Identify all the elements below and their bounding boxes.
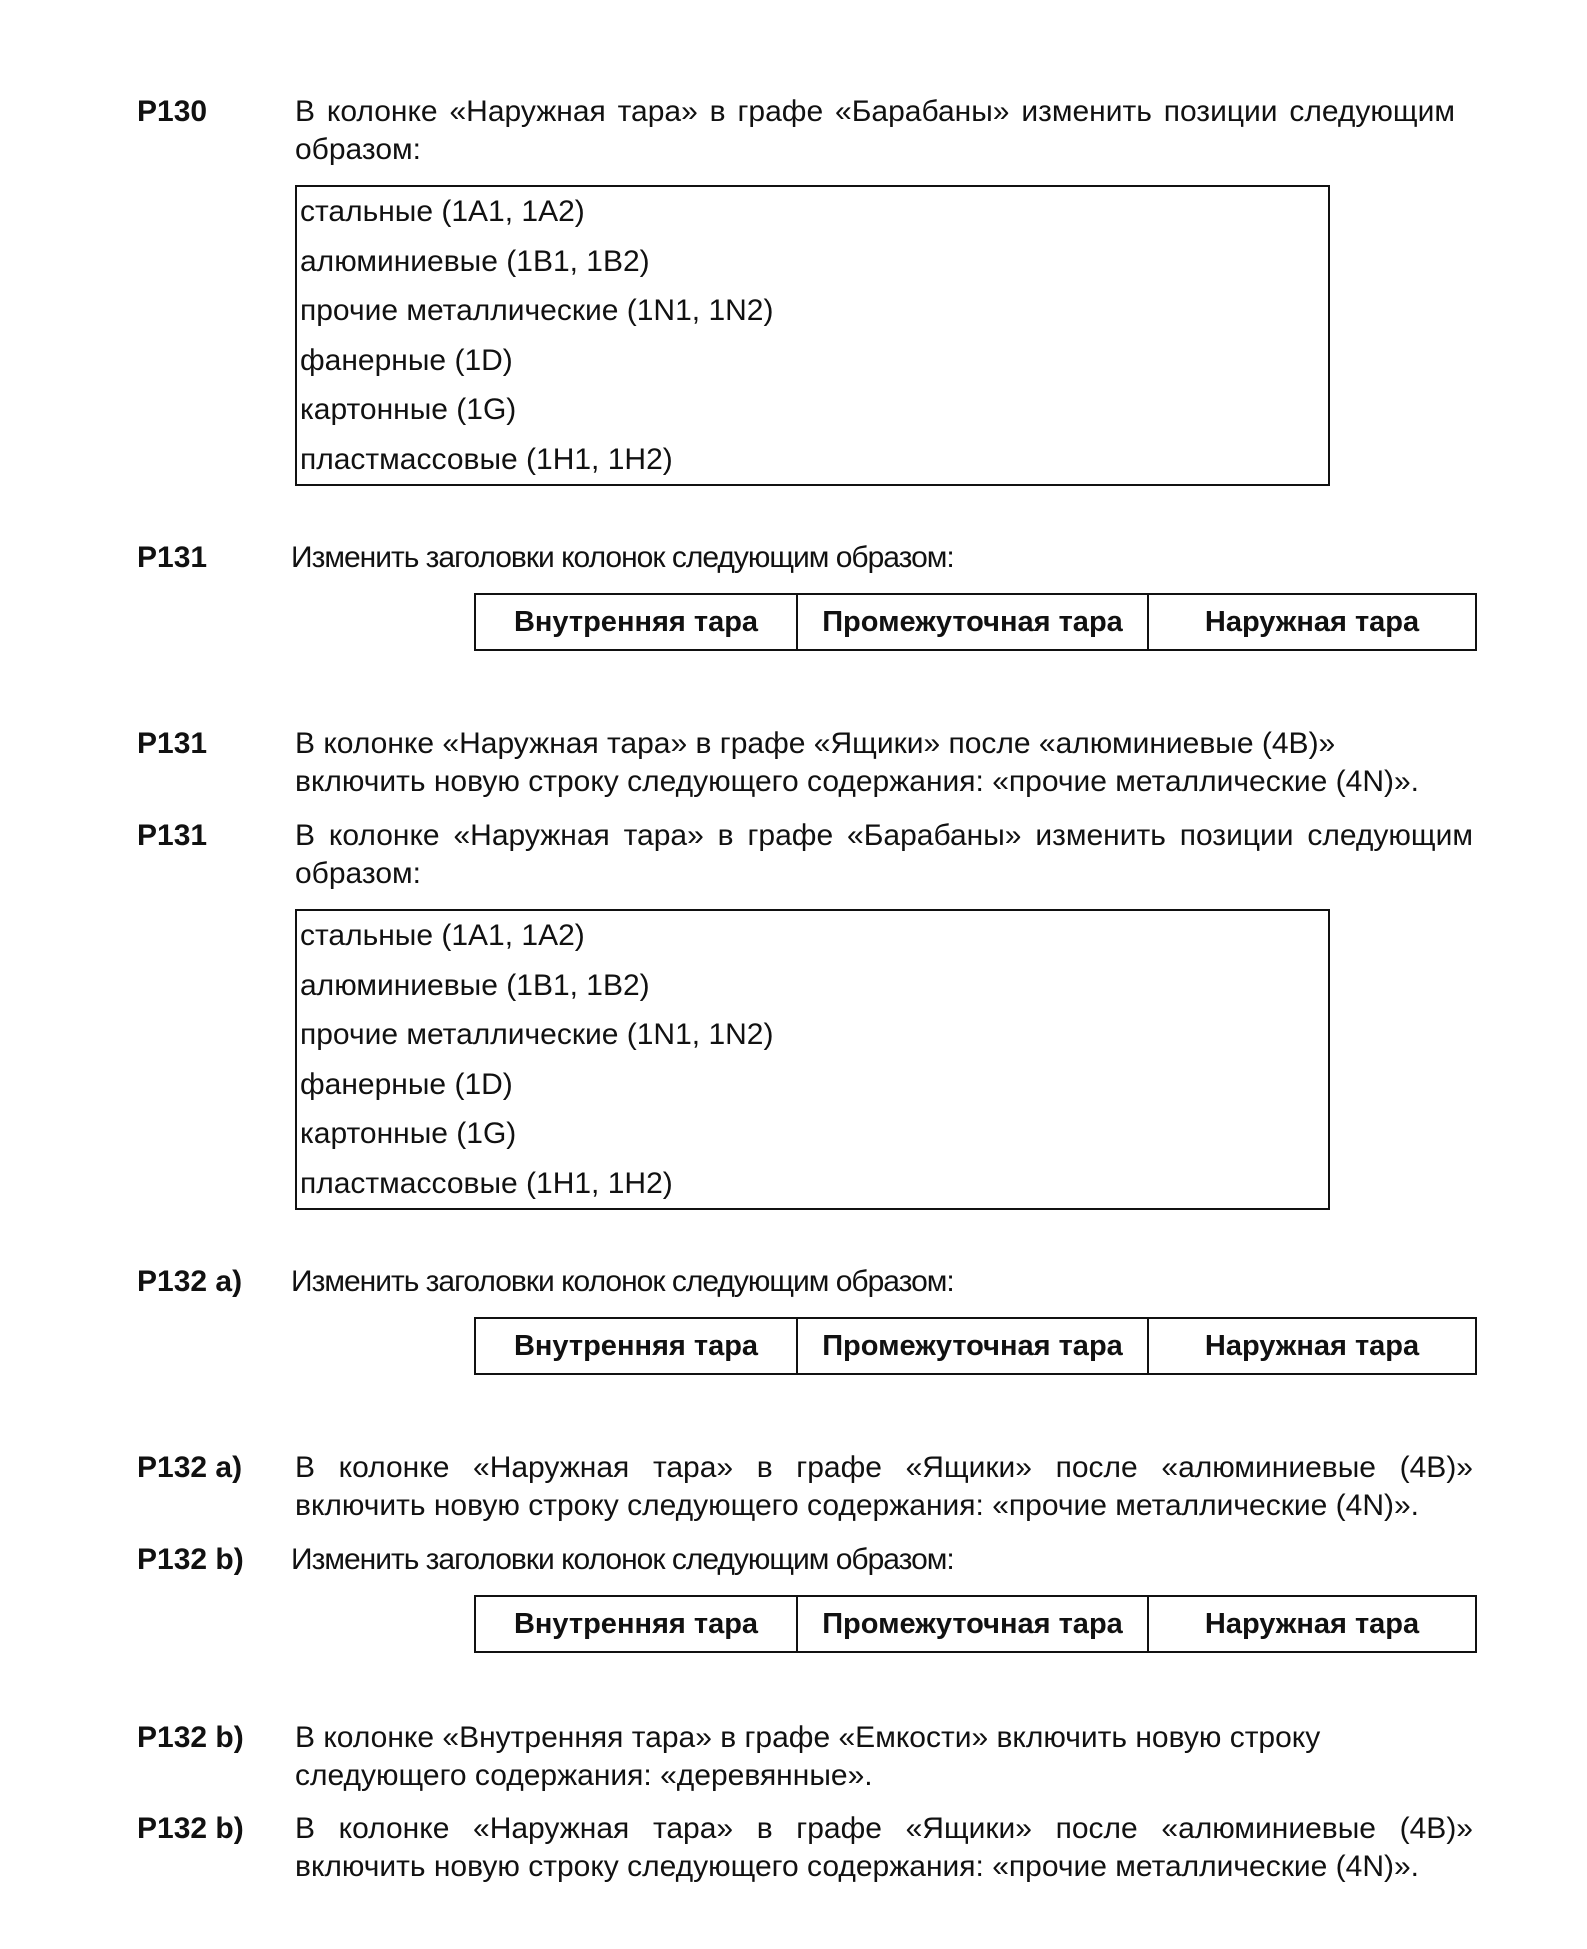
entry-code: P131	[137, 541, 208, 574]
header-cell-intermediate: Промежуточная тара	[796, 1319, 1147, 1373]
entry-text: В колонке «Наружная тара» в графе «Барабаны» изменить позиции следующим образом:	[295, 819, 1473, 890]
header-cell-inner: Внутренняя тара	[513, 1608, 759, 1640]
list-item: стальные (1A1, 1A2)	[300, 919, 585, 952]
list-item: прочие металлические (1N1, 1N2)	[300, 294, 774, 327]
entry-code: P131	[137, 819, 208, 852]
list-item: картонные (1G)	[300, 393, 517, 426]
entry-code: P132 b)	[137, 1543, 244, 1576]
header-cell-inner: Внутренняя тара	[513, 606, 759, 638]
list-item: прочие металлические (1N1, 1N2)	[300, 1018, 774, 1051]
entry-text: В колонке «Внутренняя тара» в графе «Емкости» включить новую строку следующего содержания: «деревянные».	[295, 1721, 1321, 1792]
header-cell-inner: Внутренняя тара	[513, 1330, 759, 1362]
entry-text: В колонке «Наружная тара» в графе «Ящики» после «алюминиевые (4B)» включить новую строку следующего содержания: «прочие металлические (4N)».	[295, 727, 1419, 798]
list-item: алюминиевые (1B1, 1B2)	[300, 968, 650, 1002]
header-cell-intermediate: Промежуточная тара	[796, 1597, 1147, 1651]
list-item: фанерные (1D)	[300, 343, 513, 377]
list-item: фанерные (1D)	[300, 1067, 513, 1101]
entry-text: Изменить заголовки колонок следующим образом:	[291, 1543, 954, 1576]
column-headers-table	[474, 593, 1477, 651]
column-headers-table	[474, 1317, 1477, 1375]
header-cell-outer: Наружная тара	[1147, 595, 1475, 649]
list-item: пластмассовые (1H1, 1H2)	[300, 442, 673, 476]
entry-code: P131	[137, 727, 208, 760]
packaging-list	[295, 909, 1330, 1210]
list-item: картонные (1G)	[300, 1117, 517, 1150]
list-item: пластмассовые (1H1, 1H2)	[300, 1166, 673, 1200]
entry-code: P130	[137, 95, 208, 128]
entry-text: В колонке «Наружная тара» в графе «Ящики» после «алюминиевые (4B)» включить новую строку следующего содержания: «прочие металлические (4N)».	[295, 1451, 1473, 1522]
entry-text: Изменить заголовки колонок следующим образом:	[291, 1265, 954, 1298]
entry-code: P132 a)	[137, 1451, 243, 1484]
entry-text: Изменить заголовки колонок следующим образом:	[291, 541, 954, 574]
header-cell-outer: Наружная тара	[1147, 1319, 1475, 1373]
list-item: стальные (1A1, 1A2)	[300, 195, 585, 228]
header-cell-intermediate: Промежуточная тара	[796, 595, 1147, 649]
entry-text: В колонке «Наружная тара» в графе «Ящики» после «алюминиевые (4B)» включить новую строку следующего содержания: «прочие металлические (4N)».	[295, 1812, 1473, 1883]
column-headers-table	[474, 1595, 1477, 1653]
entry-code: P132 b)	[137, 1812, 244, 1845]
list-item: алюминиевые (1B1, 1B2)	[300, 244, 650, 278]
packaging-list	[295, 185, 1330, 486]
entry-text: В колонке «Наружная тара» в графе «Барабаны» изменить позиции следующим образом:	[295, 95, 1455, 166]
entry-code: P132 b)	[137, 1721, 244, 1754]
header-cell-outer: Наружная тара	[1147, 1597, 1475, 1651]
entry-code: P132 a)	[137, 1265, 243, 1298]
